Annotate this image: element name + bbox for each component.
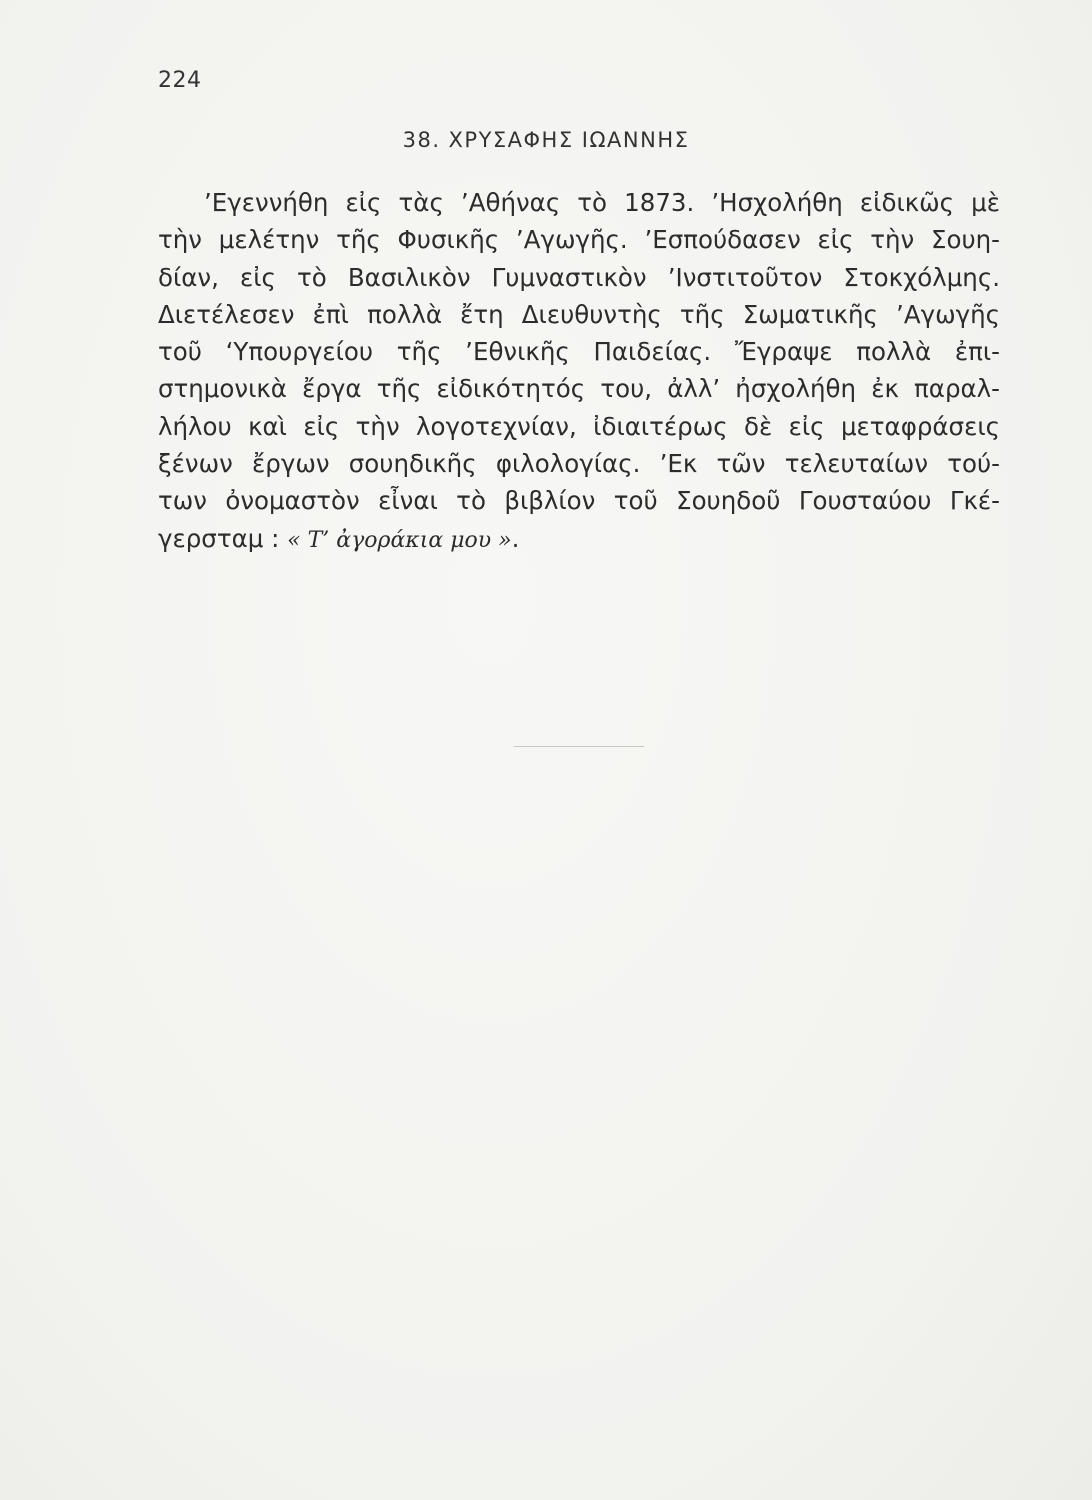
last-line-suffix: . bbox=[511, 523, 520, 553]
last-line-prefix: γερσταμ : bbox=[158, 523, 288, 553]
text-line: ξένων ἔργων σουηδικῆς φιλολογίας. ’Εκ τῶν τελευταίων τού- bbox=[158, 449, 1000, 479]
text-line: στημονικὰ ἔργα τῆς εἰδικότητός του, ἀλλ’ ἠσχολήθη ἐκ παραλ- bbox=[158, 374, 1000, 404]
section-separator-rule bbox=[514, 746, 644, 747]
page-number: 224 bbox=[158, 68, 202, 93]
entry-number: 38. bbox=[402, 128, 441, 152]
text-line: των ὀνομαστὸν εἶναι τὸ βιβλίον τοῦ Σουηδοῦ Γουσταύου Γκέ- bbox=[158, 486, 1000, 516]
text-line: τὴν μελέτην τῆς Φυσικῆς ’Αγωγῆς. ’Εσπούδασεν εἰς τὴν Σουη- bbox=[158, 225, 1000, 255]
text-line: λήλου καὶ εἰς τὴν λογοτεχνίαν, ἰδιαιτέρως δὲ εἰς μεταφράσεις bbox=[158, 411, 1000, 441]
book-title: « Τ’ ἀγοράκια μου » bbox=[287, 527, 512, 553]
text-line-last bbox=[158, 520, 1000, 557]
text-line: τοῦ ‘Υπουργείου τῆς ’Εθνικῆς Παιδείας. Ἔγραψε πολλὰ ἐπι- bbox=[158, 337, 1000, 367]
text-line: Διετέλεσεν ἐπὶ πολλὰ ἔτη Διευθυντὴς τῆς Σωματικῆς ’Αγωγῆς bbox=[158, 299, 1000, 329]
text-line: ’Εγεννήθη εἰς τὰς ’Αθήνας τὸ 1873. ’Ησχολήθη εἰδικῶς μὲ bbox=[204, 188, 1000, 217]
entry-heading bbox=[0, 128, 1092, 152]
entry-name: ΧΡΥΣΑΦΗΣ ΙΩΑΝΝΗΣ bbox=[448, 128, 690, 152]
biography-paragraph bbox=[158, 184, 1000, 557]
text-line: δίαν, εἰς τὸ Βασιλικὸν Γυμναστικὸν ’Ινστιτοῦτον Στοκχόλμης. bbox=[158, 262, 1000, 292]
